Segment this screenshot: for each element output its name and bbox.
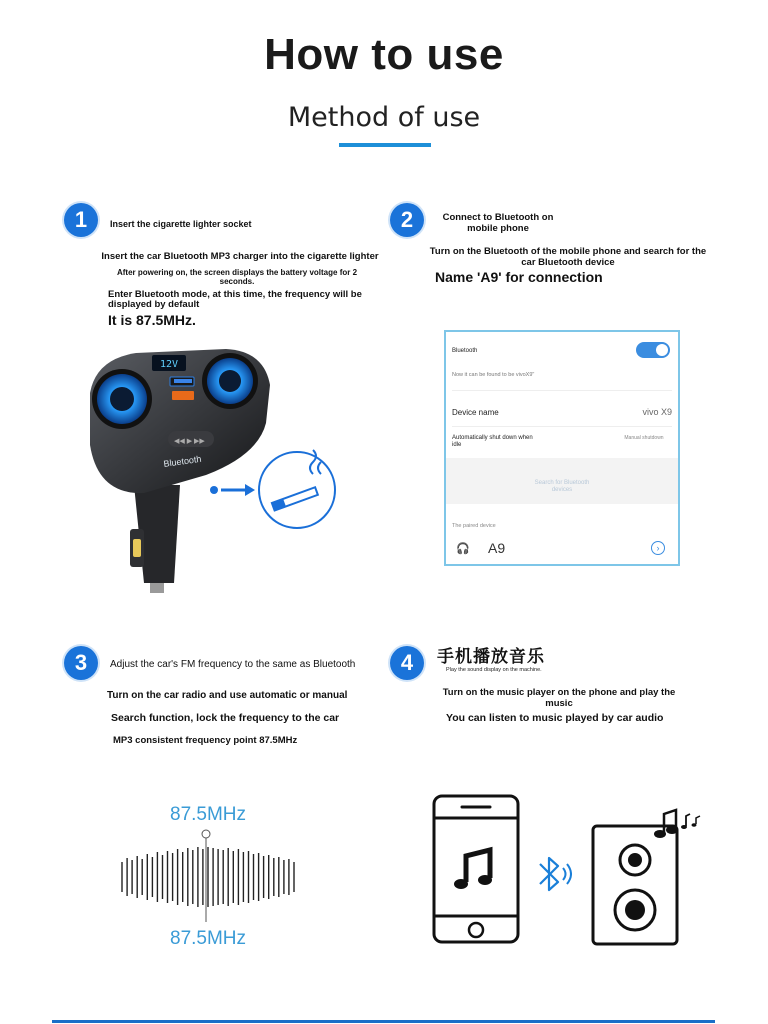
step-3-heading: Adjust the car's FM frequency to the same as Bluetooth [110, 659, 356, 670]
step-4-line1: Turn on the music player on the phone and play the music [442, 687, 676, 709]
device-brand: Bluetooth [162, 453, 202, 469]
step-2-heading: Connect to Bluetooth on mobile phone [442, 212, 554, 234]
cigarette-socket-icon [205, 440, 340, 540]
speaker-icon [590, 806, 704, 948]
step-4-line2: You can listen to music played by car audio [446, 712, 664, 724]
bluetooth-icon [536, 852, 572, 896]
step-3-badge: 3 [64, 646, 98, 680]
step-2-badge: 2 [390, 203, 424, 237]
bt-toggle[interactable] [636, 342, 670, 358]
bt-title: Bluetooth [452, 348, 478, 354]
device-name-label: Device name [452, 408, 499, 417]
step-3-line3: MP3 consistent frequency point 87.5MHz [113, 735, 298, 746]
step-1-line3: Enter Bluetooth mode, at this time, the frequency will be displayed by default [108, 289, 362, 310]
frequency-scale [118, 826, 298, 926]
bt-toggle-knob [656, 344, 668, 356]
page-title: How to use [264, 30, 504, 79]
step-3-line2: Search function, lock the frequency to the car [111, 712, 340, 724]
bluetooth-settings-panel [444, 330, 680, 566]
step-1-badge: 1 [64, 203, 98, 237]
paired-device-name[interactable]: A9 [488, 540, 506, 556]
auto-shutdown-label: Automatically shut down when idle [452, 435, 533, 448]
auto-shutdown-value[interactable]: Manual shutdown [624, 435, 664, 441]
step-2-line2: Name 'A9' for connection [435, 269, 603, 285]
step-3-line1: Turn on the car radio and use automatic or manual [107, 690, 348, 701]
paired-label: The paired device [452, 523, 496, 529]
step-1-line2: After powering on, the screen displays the battery voltage for 2 seconds. [116, 268, 358, 286]
step-4-badge: 4 [390, 646, 424, 680]
frequency-top-label: 87.5MHz [170, 804, 247, 825]
step-1-line4: It is 87.5MHz. [108, 312, 196, 328]
title-underline [339, 143, 431, 147]
step-2-line1: Turn on the Bluetooth of the mobile phone and search for the car Bluetooth device [429, 246, 707, 268]
step-4-heading-overlay: Play the sound display on the machine. [446, 667, 542, 673]
step-1-line1: Insert the car Bluetooth MP3 charger into the cigarette lighter [101, 251, 379, 262]
device-name-value[interactable]: vivo X9 [642, 407, 672, 417]
bt-visible-text: Now it can be found to be vivoX9" [452, 372, 535, 378]
bottom-divider [52, 1020, 715, 1023]
phone-music-icon [432, 794, 522, 946]
page-subtitle: Method of use [287, 102, 481, 133]
step-1-heading: Insert the cigarette lighter socket [110, 219, 252, 229]
step-4-heading: 手机播放音乐 [437, 647, 545, 666]
frequency-bottom-label: 87.5MHz [170, 928, 247, 949]
chevron-right-icon[interactable]: › [651, 541, 665, 555]
headphone-icon: 🎧 [456, 543, 470, 555]
svg-text:◀◀ ▶ ▶▶: ◀◀ ▶ ▶▶ [174, 438, 205, 445]
device-display-text: 12V [159, 359, 179, 370]
search-devices-button[interactable]: Search for Bluetooth devices [534, 480, 590, 493]
